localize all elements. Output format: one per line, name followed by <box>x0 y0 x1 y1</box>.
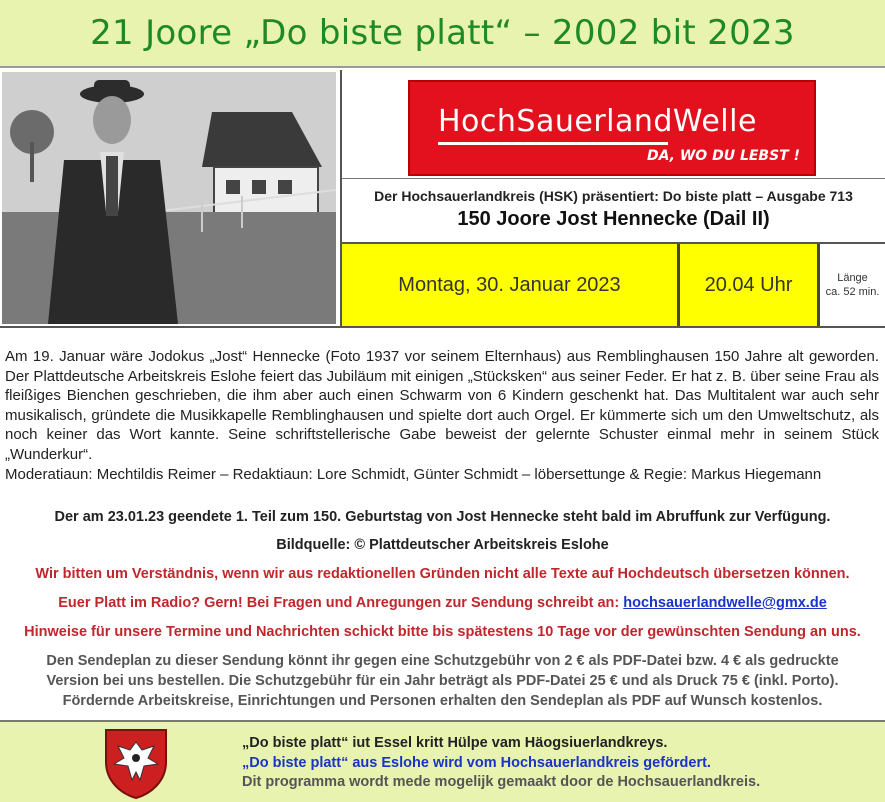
length-label: Länge <box>837 272 868 284</box>
episode-title: 150 Joore Jost Hennecke (Dail II) <box>457 208 770 230</box>
sendeplan-line: Den Sendeplan zu dieser Sendung könnt ihr gegen eine Schutzgebühr von 2 € als PDF-Datei bzw. 4 € als gedruckte <box>46 653 839 669</box>
description-paragraph: Am 19. Januar wäre Jodokus „Jost“ Hennecke (Foto 1937 vor seinem Elternhaus) aus Remblinghausen 150 Jahre alt geworden. Der Plattdeutsche Arbeitskreis Eslohe feiert das Jubiläum mit einigen „Stücksken“ aus seiner Feder. Er hat z. B. über seine Frau als fleißiges Bienchen geschrieben, die ihm aber auch einen Schwarm von 6 Kindern geschenkt hat. Das Multitalent war auch sehr musikalisch, gründete die Musikkapelle Remblinghausen und spielte dort auch Orgel. Er kümmerte sich um den Umweltschutz, als noch keiner das Wort kannte. Seine schriftstellerische Gabe beweist der gelernte Schuster einmal mehr in seinem Stück „Wunderkur“. <box>5 348 879 463</box>
broadcast-time: 20.04 Uhr <box>680 244 817 326</box>
logo-wordmark: HochSauerlandWelle <box>438 104 757 139</box>
sendeplan-info <box>20 651 865 711</box>
footer-line-german: „Do biste platt“ aus Eslohe wird vom Hochsauerlandkreis gefördert. <box>242 754 711 771</box>
logo-slogan: DA, WO DU LEBST ! <box>646 148 800 164</box>
historic-photo <box>2 72 336 324</box>
page-header <box>0 0 885 68</box>
footer <box>0 720 885 802</box>
translation-note: Wir bitten um Verständnis, wenn wir aus redaktionellen Gründen nicht alle Texte auf Hochdeutsch übersetzen können. <box>35 566 850 582</box>
district-crest-icon <box>104 728 168 800</box>
footer-text <box>242 734 760 793</box>
broadcast-panel <box>0 70 885 328</box>
sendeplan-line: Fördernde Arbeitskreise, Einrichtungen und Personen erhalten den Sendeplan als PDF auf Wunsch kostenlos. <box>62 693 823 709</box>
station-logo <box>408 80 816 176</box>
broadcast-length <box>820 244 885 326</box>
presenter-line: Der Hochsauerlandkreis (HSK) präsentiert: Do biste platt – Ausgabe 713 <box>374 188 853 204</box>
description <box>5 347 879 484</box>
footer-line-plattdeutsch: „Do biste platt“ iut Essel kritt Hülpe vam Häogsiuerlandkreys. <box>242 735 668 751</box>
photo-illustration <box>2 72 336 324</box>
logo-underline <box>438 142 668 145</box>
contact-note <box>0 595 885 611</box>
contact-email-link[interactable]: hochsauerlandwelle@gmx.de <box>623 595 827 611</box>
credits-line: Moderatiaun: Mechtildis Reimer – Redaktiaun: Lore Schmidt, Günter Schmidt – löbersettunge & Regie: Markus Hiegemann <box>5 465 822 483</box>
sendeplan-line: Version bei uns bestellen. Die Schutzgebühr für ein Jahr beträgt als PDF-Datei 25 € und als Druck 75 € (inkl. Porto). <box>46 673 839 689</box>
image-source: Bildquelle: © Plattdeutscher Arbeitskreis Eslohe <box>276 537 609 553</box>
part-one-note: Der am 23.01.23 geendete 1. Teil zum 150. Geburtstag von Jost Hennecke steht bald im Abruffunk zur Verfügung. <box>54 509 831 525</box>
length-value: ca. 52 min. <box>825 286 880 298</box>
divider <box>342 178 885 179</box>
broadcast-date: Montag, 30. Januar 2023 <box>342 244 677 326</box>
contact-text: Euer Platt im Radio? Gern! Bei Fragen und Anregungen zur Sendung schreibt an: <box>58 595 620 611</box>
footer-line-dutch: Dit programma wordt mede mogelijk gemaakt door de Hochsauerlandkreis. <box>242 774 761 790</box>
deadline-note: Hinweise für unsere Termine und Nachrichten schickt bitte bis spätestens 10 Tage vor der gewünschten Sendung an uns. <box>24 624 861 640</box>
page-title: 21 Joore „Do biste platt“ – 2002 bit 2023 <box>90 13 795 53</box>
